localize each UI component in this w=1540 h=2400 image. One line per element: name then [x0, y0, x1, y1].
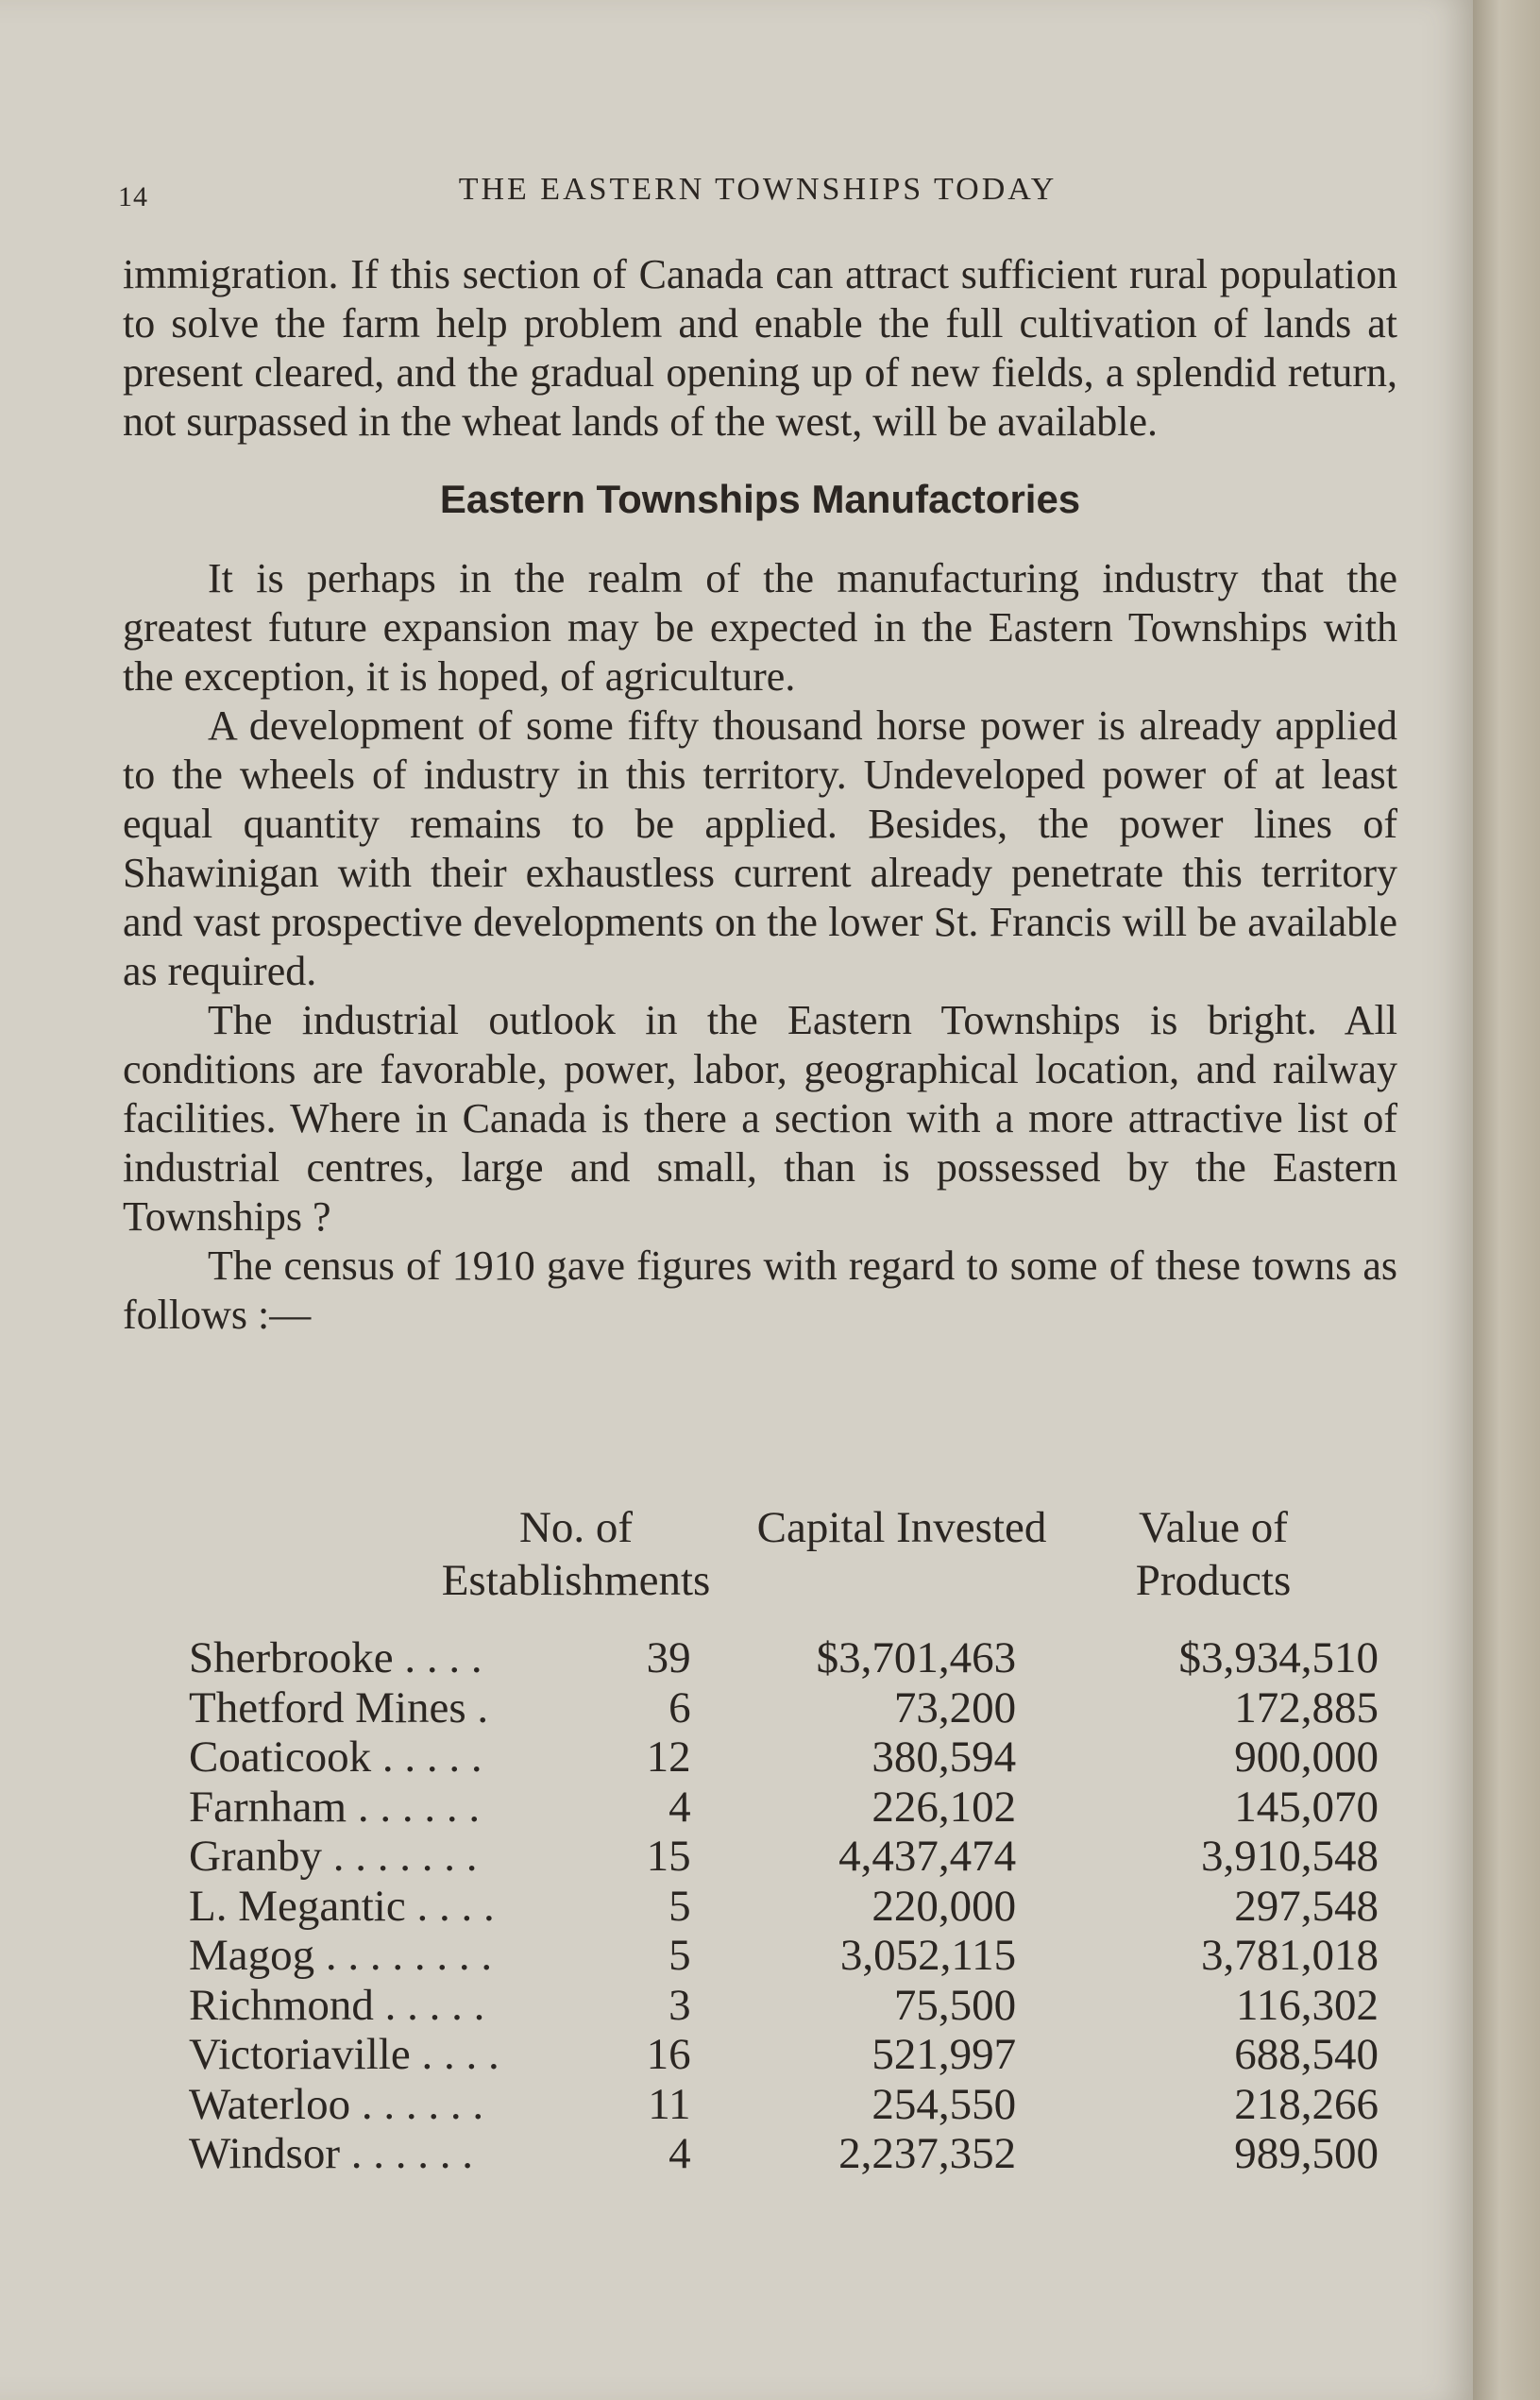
table-row: [189, 2080, 1379, 2130]
paragraph-census: The census of 1910 gave figures with regard to some of these towns as follows :—: [123, 1242, 1397, 1338]
establishments-cell: 4: [668, 1782, 691, 1832]
town-name: Coaticook . . . . .: [189, 1732, 482, 1782]
paragraph-immigration: immigration. If this section of Canada can attract sufficient rural population to solve the farm help problem and enable the full cultivation of lands at present cleared, and the gradual opening up of new fields, a splendid return, not surpassed in the wheat lands of the west, will be available.: [123, 251, 1397, 445]
town-name: Magog . . . . . . . .: [189, 1931, 493, 1980]
table-header: [189, 1501, 1379, 1633]
capital-cell: 521,997: [872, 2030, 1017, 2079]
capital-cell: 254,550: [872, 2079, 1017, 2129]
town-name: Windsor . . . . . .: [189, 2129, 473, 2178]
table-row: [189, 1633, 1379, 1683]
table-row: [189, 2129, 1379, 2179]
capital-cell: 75,500: [893, 1980, 1017, 2030]
establishments-cell: 5: [668, 1881, 691, 1931]
value-cell: 145,070: [1234, 1782, 1379, 1832]
header-value: Value of Products: [1135, 1503, 1292, 1605]
table-row: [189, 1981, 1379, 2031]
value-cell: 172,885: [1234, 1682, 1379, 1732]
capital-cell: $3,701,463: [816, 1633, 1017, 1682]
capital-cell: 2,237,352: [838, 2129, 1017, 2178]
running-title: THE EASTERN TOWNSHIPS TODAY: [458, 172, 1058, 207]
town-name: Farnham . . . . . .: [189, 1782, 481, 1832]
town-name: Sherbrooke . . . .: [189, 1633, 482, 1682]
table-row: [189, 1683, 1379, 1733]
town-name: Waterloo . . . . . .: [189, 2079, 484, 2129]
table-row: [189, 1783, 1379, 1833]
value-cell: 989,500: [1234, 2129, 1379, 2178]
table-body: [189, 1633, 1379, 2179]
table-row: [189, 2030, 1379, 2080]
body-text: [123, 250, 1397, 1340]
town-name: Victoriaville . . . .: [189, 2030, 499, 2079]
value-cell: 116,302: [1235, 1980, 1379, 2030]
establishments-cell: 11: [648, 2079, 691, 2129]
paragraph-manufacturing: It is perhaps in the realm of the manufacturing industry that the greatest future expansion may be expected in the Eastern Townships with the exception, it is hoped, of agriculture.: [123, 555, 1397, 700]
establishments-cell: 3: [668, 1980, 691, 2030]
establishments-cell: 4: [668, 2129, 691, 2178]
value-cell: 900,000: [1234, 1732, 1379, 1782]
header-capital: Capital Invested: [756, 1503, 1047, 1552]
value-cell: 3,910,548: [1201, 1832, 1379, 1881]
table-row: [189, 1882, 1379, 1932]
page-header: [118, 172, 1397, 219]
town-name: Granby . . . . . . .: [189, 1832, 478, 1881]
page-number: 14: [118, 181, 148, 212]
value-cell: 297,548: [1234, 1881, 1379, 1931]
table-row: [189, 1832, 1379, 1882]
capital-cell: 380,594: [872, 1732, 1017, 1782]
header-establishments: No. of Establishments: [441, 1503, 711, 1605]
establishments-cell: 6: [668, 1682, 691, 1732]
establishments-cell: 16: [646, 2030, 691, 2079]
page-edge: [1473, 0, 1540, 2400]
capital-cell: 220,000: [872, 1881, 1017, 1931]
table-row: [189, 1931, 1379, 1981]
establishments-cell: 39: [646, 1633, 691, 1682]
town-name: Richmond . . . . .: [189, 1980, 485, 2030]
census-table: [189, 1501, 1379, 2179]
establishments-cell: 15: [646, 1832, 691, 1881]
establishments-cell: 5: [668, 1931, 691, 1980]
paragraph-horse-power: A development of some fifty thousand horse power is already applied to the wheels of industry in this territory. Undeveloped power of at least equal quantity remains to be applied. Besides, the power lines of Shawinigan with their exhaustless current already penetrate this territory and vast prospective developments on the lower St. Francis will be available as required.: [123, 702, 1397, 994]
value-cell: 3,781,018: [1201, 1931, 1379, 1980]
capital-cell: 226,102: [872, 1782, 1017, 1832]
paragraph-industrial-outlook: The industrial outlook in the Eastern Townships is bright. All conditions are favorable, power, labor, geographical location, and railway facilities. Where in Canada is there a section with a more attractive list of industrial centres, large and small, than is possessed by the Eastern Townships ?: [123, 997, 1397, 1240]
section-heading: Eastern Townships Manufactories: [439, 477, 1081, 521]
value-cell: 688,540: [1234, 2030, 1379, 2079]
table-row: [189, 1732, 1379, 1783]
value-cell: 218,266: [1234, 2079, 1379, 2129]
value-cell: $3,934,510: [1178, 1633, 1379, 1682]
capital-cell: 3,052,115: [839, 1931, 1017, 1980]
capital-cell: 73,200: [893, 1682, 1017, 1732]
establishments-cell: 12: [646, 1732, 691, 1782]
capital-cell: 4,437,474: [838, 1832, 1017, 1881]
town-name: Thetford Mines .: [189, 1682, 489, 1732]
town-name: L. Megantic . . . .: [189, 1881, 495, 1931]
